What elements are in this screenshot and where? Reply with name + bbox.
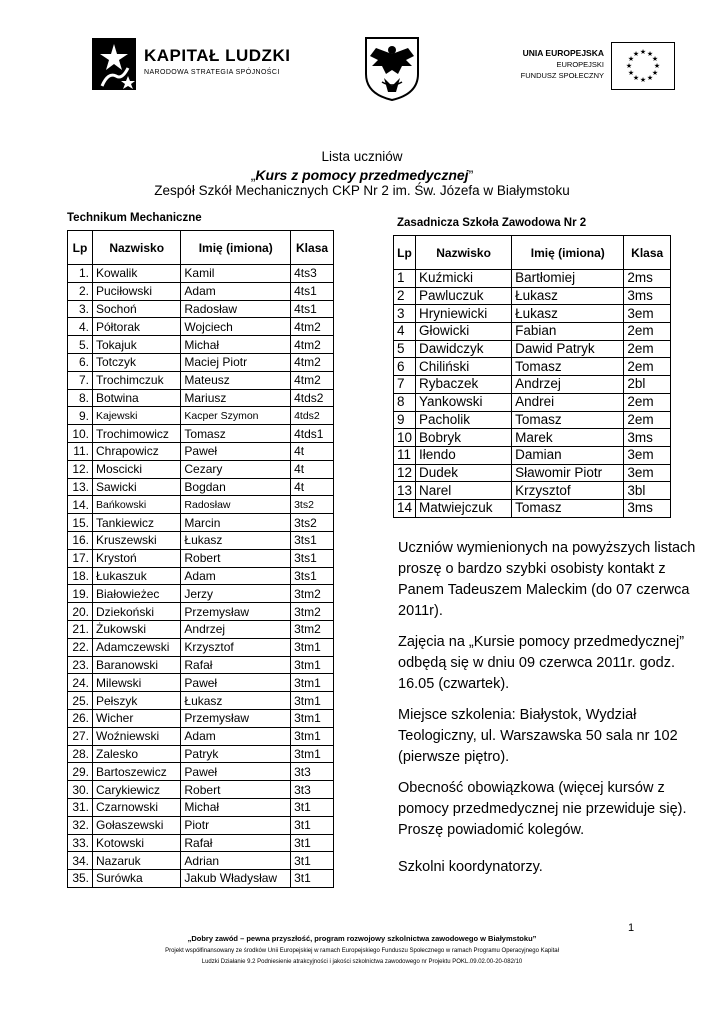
cell-imie: Damian — [512, 446, 624, 464]
table-row — [68, 318, 334, 336]
cell-imie: Bogdan — [181, 478, 291, 496]
cell-lp: 9 — [394, 411, 416, 429]
cell-lp: 7. — [68, 371, 93, 389]
table-row — [68, 425, 334, 443]
cell-imie: Adam — [181, 282, 291, 300]
cell-imie: Rafał — [181, 834, 291, 852]
table-row — [68, 478, 334, 496]
cell-imie: Łukasz — [512, 287, 624, 305]
table-row — [68, 709, 334, 727]
cell-nazwisko: Milewski — [93, 674, 181, 692]
cell-nazwisko: Tokajuk — [93, 336, 181, 354]
cell-klasa: 3em — [624, 464, 671, 482]
cell-lp: 17. — [68, 549, 93, 567]
svg-text:★: ★ — [653, 62, 661, 70]
cell-nazwisko: Surówka — [93, 870, 181, 888]
svg-text:★: ★ — [639, 48, 647, 56]
svg-text:★: ★ — [651, 55, 659, 63]
table-row — [68, 442, 334, 460]
cell-klasa: 4tm2 — [291, 318, 334, 336]
svg-text:★: ★ — [625, 62, 633, 70]
cell-klasa: 3tm1 — [291, 656, 334, 674]
col-nazwisko: Nazwisko — [93, 231, 181, 265]
cell-nazwisko: Hryniewicki — [416, 305, 512, 323]
eu-line-3: FUNDUSZ SPOŁECZNY — [520, 71, 604, 80]
cell-klasa: 3ms — [624, 429, 671, 447]
cell-klasa: 3tm1 — [291, 638, 334, 656]
cell-lp: 15. — [68, 514, 93, 532]
table-row — [68, 265, 334, 283]
svg-text:★: ★ — [627, 69, 635, 77]
cell-imie: Dawid Patryk — [512, 340, 624, 358]
table-row — [68, 763, 334, 781]
table-row — [68, 727, 334, 745]
cell-lp: 21. — [68, 620, 93, 638]
cell-lp: 9. — [68, 407, 93, 425]
table-row — [68, 531, 334, 549]
cell-klasa: 3ts2 — [291, 514, 334, 532]
cell-klasa: 4tm2 — [291, 353, 334, 371]
cell-imie: Radosław — [181, 300, 291, 318]
col-imie: Imię (imiona) — [512, 236, 624, 270]
cell-klasa: 4tm2 — [291, 371, 334, 389]
cell-lp: 11 — [394, 446, 416, 464]
cell-imie: Adam — [181, 567, 291, 585]
cell-lp: 33. — [68, 834, 93, 852]
cell-lp: 12. — [68, 460, 93, 478]
cell-nazwisko: Sawicki — [93, 478, 181, 496]
cell-imie: Mateusz — [181, 371, 291, 389]
cell-nazwisko: Matwiejczuk — [416, 499, 512, 517]
note-contact: Uczniów wymienionych na powyższych listach proszę o bardzo szybki osobisty kontakt z Panem Tadeuszem Maleckim (do 07 czerwca 2011r). — [398, 540, 696, 619]
cell-klasa: 3em — [624, 446, 671, 464]
eu-line-1: UNIA EUROPEJSKA — [522, 48, 604, 58]
cell-nazwisko: Narel — [416, 482, 512, 500]
cell-lp: 23. — [68, 656, 93, 674]
kapital-ludzki-title: KAPITAŁ LUDZKI — [144, 46, 291, 65]
cell-imie: Krzysztof — [512, 482, 624, 500]
table-row — [394, 287, 671, 305]
cell-lp: 5 — [394, 340, 416, 358]
table-row — [68, 389, 334, 407]
cell-lp: 11. — [68, 442, 93, 460]
cell-nazwisko: Yankowski — [416, 393, 512, 411]
cell-imie: Tomasz — [512, 358, 624, 376]
cell-imie: Adrian — [181, 852, 291, 870]
course-name: Kurs z pomocy przedmedycznej — [255, 167, 469, 183]
table-row — [68, 585, 334, 603]
cell-imie: Tomasz — [512, 499, 624, 517]
cell-nazwisko: Bobryk — [416, 429, 512, 447]
cell-klasa: 4t — [291, 460, 334, 478]
cell-imie: Paweł — [181, 674, 291, 692]
cell-lp: 6. — [68, 353, 93, 371]
cell-klasa: 3t1 — [291, 870, 334, 888]
cell-klasa: 3tm1 — [291, 745, 334, 763]
cell-klasa: 3tm1 — [291, 674, 334, 692]
table-row — [68, 496, 334, 514]
note-signature: Szkolni koordynatorzy. — [398, 859, 543, 875]
cell-klasa: 3ms — [624, 499, 671, 517]
table-row — [68, 514, 334, 532]
col-klasa: Klasa — [291, 231, 334, 265]
cell-imie: Paweł — [181, 763, 291, 781]
table-row — [394, 323, 671, 341]
cell-imie: Mariusz — [181, 389, 291, 407]
table-row — [394, 270, 671, 288]
cell-klasa: 2bl — [624, 376, 671, 394]
kapital-ludzki-logo — [92, 34, 292, 94]
cell-imie: Maciej Piotr — [181, 353, 291, 371]
cell-lp: 34. — [68, 852, 93, 870]
cell-klasa: 4ts3 — [291, 265, 334, 283]
cell-klasa: 2em — [624, 411, 671, 429]
zasadnicza-table — [393, 235, 671, 518]
table-row — [394, 429, 671, 447]
cell-nazwisko: Bartoszewicz — [93, 763, 181, 781]
table-row — [68, 407, 334, 425]
cell-lp: 3. — [68, 300, 93, 318]
cell-nazwisko: Pacholik — [416, 411, 512, 429]
table-row — [394, 464, 671, 482]
table-header-row — [394, 236, 671, 270]
cell-klasa: 3ts1 — [291, 549, 334, 567]
table-row — [394, 446, 671, 464]
cell-imie: Jakub Władysław — [181, 870, 291, 888]
quote-close: ” — [468, 167, 474, 183]
cell-nazwisko: Gołaszewski — [93, 816, 181, 834]
col-lp: Lp — [68, 231, 93, 265]
cell-klasa: 3ts1 — [291, 567, 334, 585]
table-row — [68, 816, 334, 834]
cell-lp: 30. — [68, 781, 93, 799]
cell-nazwisko: Adamczewski — [93, 638, 181, 656]
eu-label — [480, 48, 604, 81]
table-row — [68, 371, 334, 389]
table-row — [394, 393, 671, 411]
quote-open: „ — [250, 167, 256, 183]
cell-klasa: 3tm2 — [291, 620, 334, 638]
cell-imie: Rafał — [181, 656, 291, 674]
cell-imie: Robert — [181, 781, 291, 799]
cell-klasa: 3ts2 — [291, 496, 334, 514]
cell-imie: Paweł — [181, 442, 291, 460]
cell-imie: Adam — [181, 727, 291, 745]
cell-nazwisko: Moscicki — [93, 460, 181, 478]
cell-lp: 25. — [68, 692, 93, 710]
col-lp: Lp — [394, 236, 416, 270]
cell-lp: 14. — [68, 496, 93, 514]
table-row — [394, 358, 671, 376]
svg-text:★: ★ — [646, 74, 654, 82]
cell-lp: 13 — [394, 482, 416, 500]
cell-lp: 5. — [68, 336, 93, 354]
cell-imie: Tomasz — [181, 425, 291, 443]
table-row — [68, 567, 334, 585]
cell-lp: 4 — [394, 323, 416, 341]
svg-text:★: ★ — [646, 50, 654, 58]
cell-klasa: 4t — [291, 442, 334, 460]
cell-klasa: 3ts1 — [291, 531, 334, 549]
table-row — [68, 870, 334, 888]
cell-nazwisko: Półtorak — [93, 318, 181, 336]
cell-nazwisko: Łukaszuk — [93, 567, 181, 585]
cell-klasa: 3tm1 — [291, 709, 334, 727]
table-row — [68, 781, 334, 799]
cell-klasa: 3tm1 — [291, 692, 334, 710]
cell-nazwisko: Kowalik — [93, 265, 181, 283]
cell-imie: Marcin — [181, 514, 291, 532]
table-row — [394, 482, 671, 500]
table-row — [394, 411, 671, 429]
cell-nazwisko: Kuźmicki — [416, 270, 512, 288]
cell-imie: Fabian — [512, 323, 624, 341]
cell-nazwisko: Totczyk — [93, 353, 181, 371]
eagle-emblem-icon — [360, 34, 424, 102]
cell-lp: 8. — [68, 389, 93, 407]
cell-nazwisko: Puciłowski — [93, 282, 181, 300]
cell-nazwisko: Trochimczuk — [93, 371, 181, 389]
col-imie: Imię (imiona) — [181, 231, 291, 265]
cell-klasa: 3t1 — [291, 798, 334, 816]
cell-klasa: 2em — [624, 323, 671, 341]
cell-klasa: 3t1 — [291, 852, 334, 870]
cell-lp: 27. — [68, 727, 93, 745]
cell-imie: Michał — [181, 798, 291, 816]
table-row — [394, 376, 671, 394]
cell-imie: Kacper Szymon — [181, 407, 291, 425]
note-schedule: Zajęcia na „Kursie pomocy przedmedycznej” odbędą się w dniu 09 czerwca 2011r. godz. 16.05 (czwartek). — [398, 634, 685, 692]
cell-imie: Wojciech — [181, 318, 291, 336]
svg-text:★: ★ — [651, 69, 659, 77]
cell-klasa: 2em — [624, 340, 671, 358]
cell-imie: Łukasz — [181, 531, 291, 549]
cell-nazwisko: Pełszyk — [93, 692, 181, 710]
kapital-ludzki-star-icon — [92, 38, 136, 90]
page-number: 1 — [628, 922, 635, 934]
table-row — [68, 549, 334, 567]
table-row — [394, 499, 671, 517]
table-row — [68, 674, 334, 692]
cell-klasa: 3t1 — [291, 816, 334, 834]
cell-nazwisko: Botwina — [93, 389, 181, 407]
cell-imie: Michał — [181, 336, 291, 354]
table-row — [68, 852, 334, 870]
table-row — [68, 745, 334, 763]
eu-line-2: EUROPEJSKI — [556, 60, 604, 69]
footer-slogan: „Dobry zawód – pewna przyszłość, program rozwojowy szkolnictwa zawodowego w Białymstoku” — [187, 934, 537, 943]
svg-text:★: ★ — [632, 50, 640, 58]
cell-nazwisko: Trochimowicz — [93, 425, 181, 443]
cell-klasa: 2ms — [624, 270, 671, 288]
svg-text:★: ★ — [627, 55, 635, 63]
table-row — [68, 353, 334, 371]
cell-imie: Bartłomiej — [512, 270, 624, 288]
cell-nazwisko: Żukowski — [93, 620, 181, 638]
school-name: Zespół Szkół Mechanicznych CKP Nr 2 im. Św. Józefa w Białymstoku — [154, 183, 570, 198]
cell-lp: 14 — [394, 499, 416, 517]
cell-imie: Robert — [181, 549, 291, 567]
cell-lp: 6 — [394, 358, 416, 376]
cell-lp: 2. — [68, 282, 93, 300]
cell-nazwisko: Iłendo — [416, 446, 512, 464]
cell-lp: 10 — [394, 429, 416, 447]
cell-lp: 3 — [394, 305, 416, 323]
svg-text:★: ★ — [639, 76, 647, 84]
cell-nazwisko: Dudek — [416, 464, 512, 482]
cell-nazwisko: Kruszewski — [93, 531, 181, 549]
table-row — [68, 300, 334, 318]
course-title — [0, 167, 724, 183]
cell-klasa: 2em — [624, 358, 671, 376]
technikum-table — [67, 230, 334, 888]
cell-klasa: 3t1 — [291, 834, 334, 852]
cell-nazwisko: Sochoń — [93, 300, 181, 318]
cell-nazwisko: Chiliński — [416, 358, 512, 376]
cell-klasa: 2em — [624, 393, 671, 411]
cell-lp: 31. — [68, 798, 93, 816]
cell-klasa: 3t3 — [291, 781, 334, 799]
cell-klasa: 4tds2 — [291, 389, 334, 407]
cell-klasa: 4tds1 — [291, 425, 334, 443]
cell-imie: Andrei — [512, 393, 624, 411]
cell-lp: 2 — [394, 287, 416, 305]
cell-lp: 32. — [68, 816, 93, 834]
cell-nazwisko: Chrapowicz — [93, 442, 181, 460]
cell-lp: 18. — [68, 567, 93, 585]
note-attendance: Obecność obowiązkowa (więcej kursów z pomocy przedmedycznej nie przewiduje się). Proszę powiadomić kolegów. — [398, 780, 687, 838]
cell-lp: 19. — [68, 585, 93, 603]
right-section-heading: Zasadnicza Szkoła Zawodowa Nr 2 — [397, 217, 587, 229]
cell-nazwisko: Rybaczek — [416, 376, 512, 394]
cell-nazwisko: Wicher — [93, 709, 181, 727]
table-row — [394, 340, 671, 358]
footer-line-2: Ludzki Działanie 9.2 Podniesienie atrakcyjności i jakości szkolnictwa zawodowego nr Projektu POKL.09.02.00-20-082/10 — [201, 959, 523, 965]
cell-imie: Andrzej — [181, 620, 291, 638]
footer-info — [0, 946, 724, 968]
cell-imie: Patryk — [181, 745, 291, 763]
cell-nazwisko: Zalesko — [93, 745, 181, 763]
cell-lp: 35. — [68, 870, 93, 888]
cell-lp: 7 — [394, 376, 416, 394]
cell-lp: 1. — [68, 265, 93, 283]
notes — [398, 538, 698, 888]
cell-nazwisko: Dawidczyk — [416, 340, 512, 358]
cell-imie: Łukasz — [512, 305, 624, 323]
cell-klasa: 4tm2 — [291, 336, 334, 354]
cell-klasa: 4tds2 — [291, 407, 334, 425]
cell-nazwisko: Bańkowski — [93, 496, 181, 514]
cell-klasa: 3t3 — [291, 763, 334, 781]
cell-imie: Marek — [512, 429, 624, 447]
cell-lp: 1 — [394, 270, 416, 288]
cell-imie: Kamil — [181, 265, 291, 283]
cell-klasa: 3tm2 — [291, 603, 334, 621]
table-row — [68, 620, 334, 638]
cell-nazwisko: Czarnowski — [93, 798, 181, 816]
cell-imie: Przemysław — [181, 603, 291, 621]
table-row — [68, 603, 334, 621]
cell-klasa: 3tm1 — [291, 727, 334, 745]
cell-imie: Andrzej — [512, 376, 624, 394]
cell-lp: 29. — [68, 763, 93, 781]
cell-klasa: 3em — [624, 305, 671, 323]
cell-lp: 16. — [68, 531, 93, 549]
cell-imie: Jerzy — [181, 585, 291, 603]
document-title: Lista uczniów — [321, 149, 403, 164]
cell-imie: Piotr — [181, 816, 291, 834]
cell-klasa: 3tm2 — [291, 585, 334, 603]
cell-imie: Cezary — [181, 460, 291, 478]
cell-lp: 10. — [68, 425, 93, 443]
cell-klasa: 3bl — [624, 482, 671, 500]
col-nazwisko: Nazwisko — [416, 236, 512, 270]
cell-nazwisko: Baranowski — [93, 656, 181, 674]
table-row — [68, 282, 334, 300]
table-row — [68, 656, 334, 674]
cell-imie: Łukasz — [181, 692, 291, 710]
kapital-ludzki-subtitle: NARODOWA STRATEGIA SPÓJNOŚCI — [144, 69, 280, 76]
cell-lp: 28. — [68, 745, 93, 763]
cell-imie: Przemysław — [181, 709, 291, 727]
eu-flag-icon — [611, 42, 675, 90]
table-row — [68, 692, 334, 710]
cell-lp: 20. — [68, 603, 93, 621]
table-row — [68, 798, 334, 816]
cell-lp: 4. — [68, 318, 93, 336]
table-header-row — [68, 231, 334, 265]
cell-nazwisko: Nazaruk — [93, 852, 181, 870]
cell-nazwisko: Tankiewicz — [93, 514, 181, 532]
cell-nazwisko: Kajewski — [93, 407, 181, 425]
cell-nazwisko: Kotowski — [93, 834, 181, 852]
cell-nazwisko: Krystoń — [93, 549, 181, 567]
cell-nazwisko: Woźniewski — [93, 727, 181, 745]
svg-text:★: ★ — [632, 74, 640, 82]
cell-klasa: 4t — [291, 478, 334, 496]
note-location: Miejsce szkolenia: Białystok, Wydział Teologiczny, ul. Warszawska 50 sala nr 102 (pierwsze piętro). — [398, 707, 678, 765]
cell-nazwisko: Pawluczuk — [416, 287, 512, 305]
cell-nazwisko: Carykiewicz — [93, 781, 181, 799]
cell-lp: 26. — [68, 709, 93, 727]
col-klasa: Klasa — [624, 236, 671, 270]
table-row — [68, 460, 334, 478]
cell-imie: Radosław — [181, 496, 291, 514]
cell-imie: Tomasz — [512, 411, 624, 429]
cell-lp: 12 — [394, 464, 416, 482]
table-row — [68, 834, 334, 852]
table-row — [68, 638, 334, 656]
cell-klasa: 3ms — [624, 287, 671, 305]
footer-line-1: Projekt współfinansowany ze środków Unii Europejskiej w ramach Europejskiego Funduszu Społecznego w ramach Programu Operacyjnego Kapitał — [165, 948, 559, 954]
cell-lp: 13. — [68, 478, 93, 496]
table-row — [68, 336, 334, 354]
cell-lp: 22. — [68, 638, 93, 656]
cell-nazwisko: Dziekoński — [93, 603, 181, 621]
cell-nazwisko: Głowicki — [416, 323, 512, 341]
cell-lp: 8 — [394, 393, 416, 411]
cell-imie: Sławomir Piotr — [512, 464, 624, 482]
table-row — [394, 305, 671, 323]
left-section-heading: Technikum Mechaniczne — [67, 212, 202, 224]
cell-nazwisko: Białowieżec — [93, 585, 181, 603]
cell-lp: 24. — [68, 674, 93, 692]
cell-imie: Krzysztof — [181, 638, 291, 656]
cell-klasa: 4ts1 — [291, 282, 334, 300]
cell-klasa: 4ts1 — [291, 300, 334, 318]
